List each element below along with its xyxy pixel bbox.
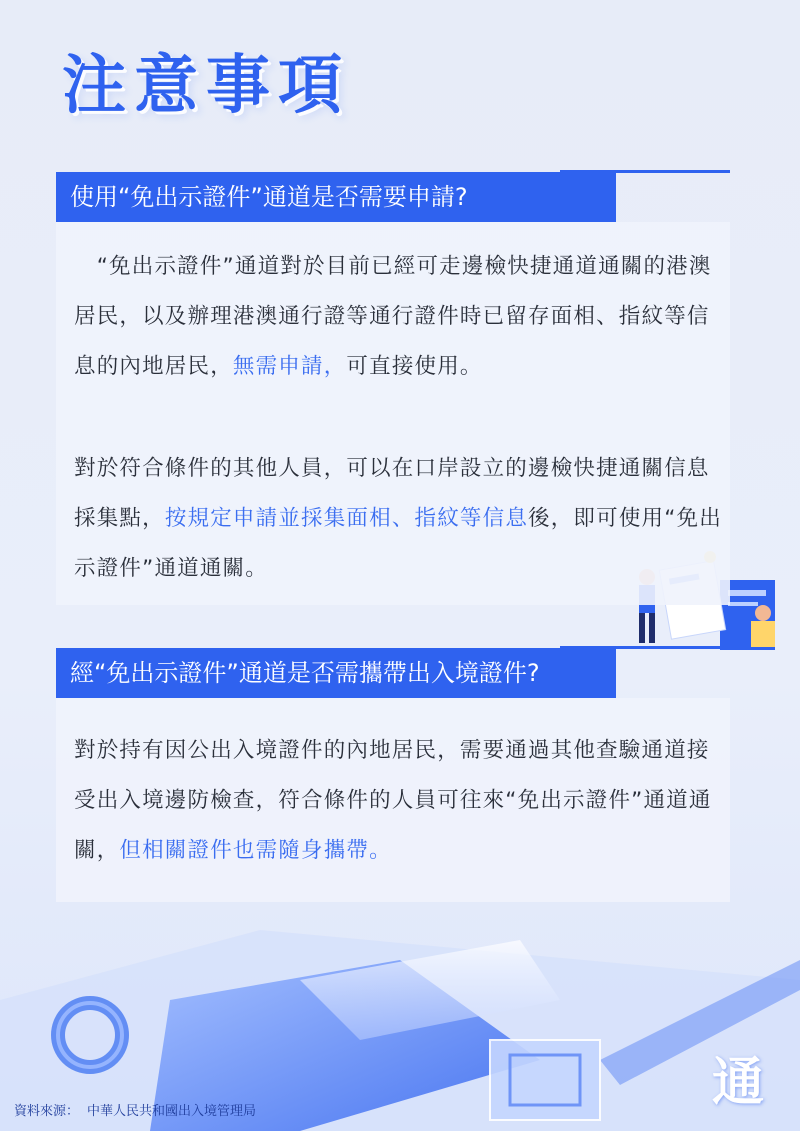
source-value: 中華人民共和國出入境管理局 <box>87 1104 257 1119</box>
para-text: 對於持有因公出入境證件的內地居民，需要通過其他查驗通道接受出入境邊防檢查，符合條件的人員可往來“免出示證件”通道通關， <box>74 738 712 863</box>
para-text: 對於符合條件的其他人員，可以在口岸設立的邊檢快捷通關信息採集點， <box>74 456 710 531</box>
source-label: 資料來源： <box>14 1104 80 1119</box>
section1-paragraph-2 <box>74 444 722 594</box>
para-highlight: 按規定申請並採集面相、指紋等信息 <box>164 506 529 531</box>
section-heading-1: 使用“免出示證件”通道是否需要申請? <box>56 172 616 222</box>
para-text: “免出示證件”通道對於目前已經可走邊檢快捷通道通關的港澳居民，以及辦理港澳通行證等通行證件時已留存面相、指紋等信息的內地居民， <box>74 254 712 379</box>
section1-paragraph-1 <box>74 242 722 392</box>
para-highlight: 但相關證件也需隨身攜帶。 <box>119 838 392 863</box>
para-text: 後，即可使用“免出示證件”通道通關。 <box>74 506 722 581</box>
source-credit <box>14 1100 264 1119</box>
para-highlight: 無需申請， <box>232 354 347 379</box>
para-text: 可直接使用。 <box>346 354 483 379</box>
section2-paragraph <box>74 726 722 876</box>
page-title: 注意事項 <box>62 49 350 123</box>
section-heading-2: 經“免出示證件”通道是否需攜帶出入境證件? <box>56 648 616 698</box>
logo-mark: 通 <box>712 1052 765 1113</box>
